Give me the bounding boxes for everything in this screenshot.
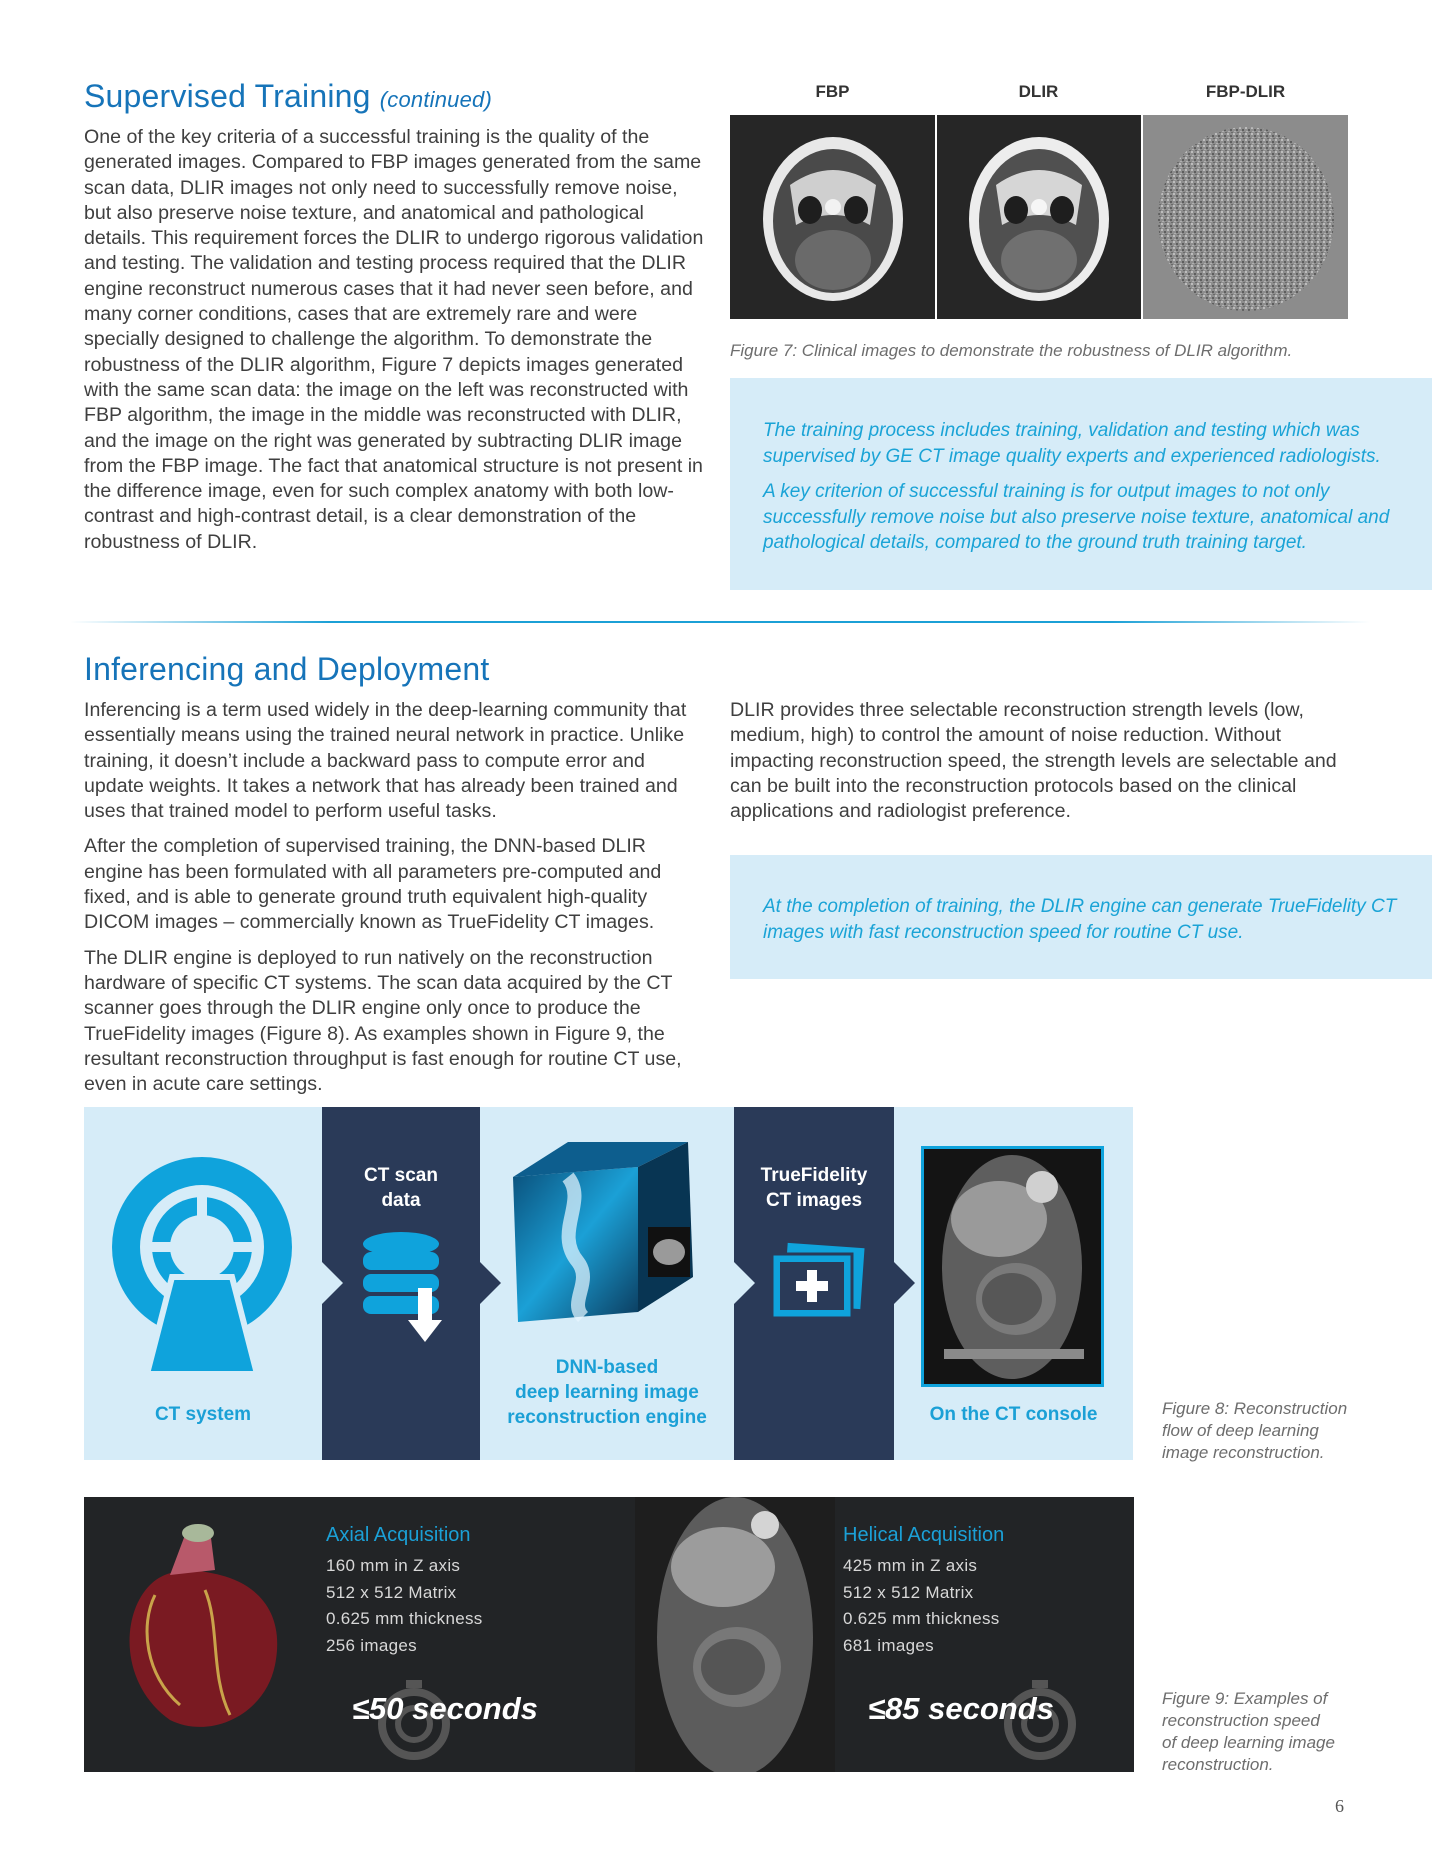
fig9-helical-block: [843, 1524, 1004, 1659]
fig9-helical-line: 0.625 mm thickness: [843, 1609, 1000, 1628]
fig9-caption: [1162, 1688, 1382, 1776]
callout-completion-text: At the completion of training, the DLIR engine can generate TrueFidelity CT images with fast reconstruction speed for routine CT use.: [763, 896, 1397, 943]
fig8-label-engine-line1: DNN-based: [555, 1357, 659, 1378]
section-divider: [70, 621, 1370, 623]
fig9-axial-line: 512 x 512 Matrix: [326, 1582, 457, 1602]
fig9-axial-time: ≤50 seconds: [352, 1691, 538, 1726]
inferencing-right-column: [730, 698, 1356, 834]
arrow-right-icon: [894, 1262, 915, 1304]
fig7-header-diff: FBP-DLIR: [1205, 82, 1286, 101]
fig8-console-ct-image: [921, 1146, 1104, 1387]
inferencing-p2: After the completion of supervised training, the DNN-based DLIR engine has been formulated with all parameters pre-computed and fixed, and is able to generate ground truth equivalent high-quality DICOM images – commercially known as TrueFidelity CT images.: [84, 835, 662, 934]
arrow-right-icon: [480, 1262, 501, 1304]
fig8-label-console: On the CT console: [929, 1404, 1098, 1425]
fig8-label-engine: [480, 1355, 734, 1430]
continued-label: (continued): [379, 87, 492, 112]
dnn-engine-cube-icon: [508, 1142, 718, 1322]
fig7-dlir-image: [937, 115, 1141, 319]
fig9-caption-line2: reconstruction speed: [1162, 1711, 1320, 1730]
fig9-helical-title: Helical Acquisition: [843, 1524, 1005, 1546]
arrow-right-icon: [322, 1262, 343, 1304]
supervised-paragraph-text: One of the key criteria of a successful training is the quality of the generated images. Compared to FBP images generated from the same scan data, DLIR images not only need to successfully remove noise, but also preserve noise texture, and anatomical and pathological details. This requirement forces the DLIR to undergo rigorous validation and testing. The validation and testing process required that the DLIR engine reconstruct numerous cases that it had never seen before, and many corner conditions, cases that are extremely rare and were specially designed to challenge the algorithm. To demonstrate the robustness of the DLIR algorithm, Figure 7 depicts images generated with the same scan data: the image on the left was reconstructed with FBP algorithm, the image in the middle was reconstructed with DLIR, and the image on the right was generated by subtracting DLIR image from the FBP image. The fact that anatomical structure is not present in the difference image, even for such complex anatomy with both low-contrast and high-contrast detail, is a clear demonstration of the robustness of DLIR.: [84, 126, 704, 553]
fig7-header-fbp: FBP: [815, 82, 850, 101]
fig8-label-scan-data-line2: data: [381, 1190, 421, 1211]
fig7-header-dlir: DLIR: [1018, 82, 1059, 101]
fig9-coronal-ct-image: [635, 1497, 835, 1772]
fig7-caption: Figure 7: Clinical images to demonstrate the robustness of DLIR algorithm.: [730, 341, 1293, 360]
inferencing-p3: The DLIR engine is deployed to run natively on the reconstruction hardware of specific CT systems. The scan data acquired by the CT scanner goes through the DLIR engine only once to produce the TrueFidelity images (Figure 8). As examples shown in Figure 9, the resultant reconstruction throughput is fast enough for routine CT use, even in acute care settings.: [84, 946, 682, 1096]
fig7-fbp-image: [730, 115, 935, 319]
page-number: 6: [1335, 1796, 1344, 1816]
callout-training-process-p1: The training process includes training, validation and testing which was supervised by GE CT image quality experts and experienced radiologists.: [763, 420, 1381, 467]
fig8-caption-line1: Figure 8: Reconstruction: [1162, 1399, 1348, 1418]
fig9-helical-line: 425 mm in Z axis: [843, 1556, 978, 1575]
arrow-right-icon: [734, 1262, 755, 1304]
database-download-icon: [356, 1230, 456, 1350]
callout-training-process-p2: A key criterion of successful training is for output images to not only successfully remove noise but also preserve noise texture, anatomical and pathological details, compared to the ground truth training target.: [763, 481, 1390, 553]
medical-images-stack-icon: [762, 1240, 872, 1340]
fig8-label-ct-system: CT system: [154, 1404, 252, 1425]
callout-completion: [730, 855, 1432, 979]
fig9-axial-block: [326, 1524, 483, 1659]
fig9-helical-line: 512 x 512 Matrix: [843, 1582, 974, 1602]
fig7-difference-image: [1143, 115, 1348, 319]
fig8-label-engine-line2: deep learning image: [515, 1382, 699, 1403]
fig9-helical-time: ≤85 seconds: [868, 1691, 1054, 1726]
fig8-caption-line2: flow of deep learning: [1162, 1421, 1319, 1440]
fig8-label-scan-data: [322, 1163, 480, 1213]
fig8-label-truefidelity-line2: CT images: [765, 1190, 863, 1211]
section-title-text: Supervised Training: [84, 78, 371, 114]
fig9-axial-line: 160 mm in Z axis: [326, 1556, 461, 1575]
fig8-caption: [1162, 1398, 1382, 1464]
fig9-axial-line: 0.625 mm thickness: [326, 1609, 483, 1628]
inferencing-left-column: [84, 698, 710, 1107]
ct-scanner-icon: [102, 1152, 302, 1382]
callout-training-process: [730, 378, 1432, 590]
supervised-paragraph: [84, 125, 710, 565]
fig9-caption-line3: of deep learning image: [1162, 1733, 1335, 1752]
fig9-axial-title: Axial Acquisition: [326, 1524, 471, 1546]
fig8-label-truefidelity: [734, 1163, 894, 1213]
fig8-label-engine-line3: reconstruction engine: [507, 1407, 707, 1428]
inferencing-p1: Inferencing is a term used widely in the deep-learning community that essentially means using the trained neural network in practice. Unlike training, it doesn’t include a backward pass to compute error and update weights. It takes a network that has already been trained and uses that trained model to perform useful tasks.: [84, 699, 687, 823]
fig9-helical-line: 681 images: [843, 1635, 934, 1655]
inferencing-right-p: DLIR provides three selectable reconstruction strength levels (low, medium, high) to control the amount of noise reduction. Without impacting reconstruction speed, the strength levels are selectable and can be built into the reconstruction protocols based on the clinical applications and radiologist preference.: [730, 699, 1337, 823]
fig8-caption-line3: image reconstruction.: [1162, 1443, 1325, 1462]
fig9-heart-image: [110, 1515, 290, 1735]
fig8-label-truefidelity-line1: TrueFidelity: [760, 1165, 868, 1186]
fig9-caption-line4: reconstruction.: [1162, 1755, 1274, 1774]
section-title-supervised-training: [84, 78, 492, 115]
fig8-label-scan-data-line1: CT scan: [364, 1165, 438, 1186]
section-title-inferencing: Inferencing and Deployment: [84, 651, 490, 687]
fig9-caption-line1: Figure 9: Examples of: [1162, 1689, 1328, 1708]
fig9-axial-line: 256 images: [326, 1635, 417, 1655]
